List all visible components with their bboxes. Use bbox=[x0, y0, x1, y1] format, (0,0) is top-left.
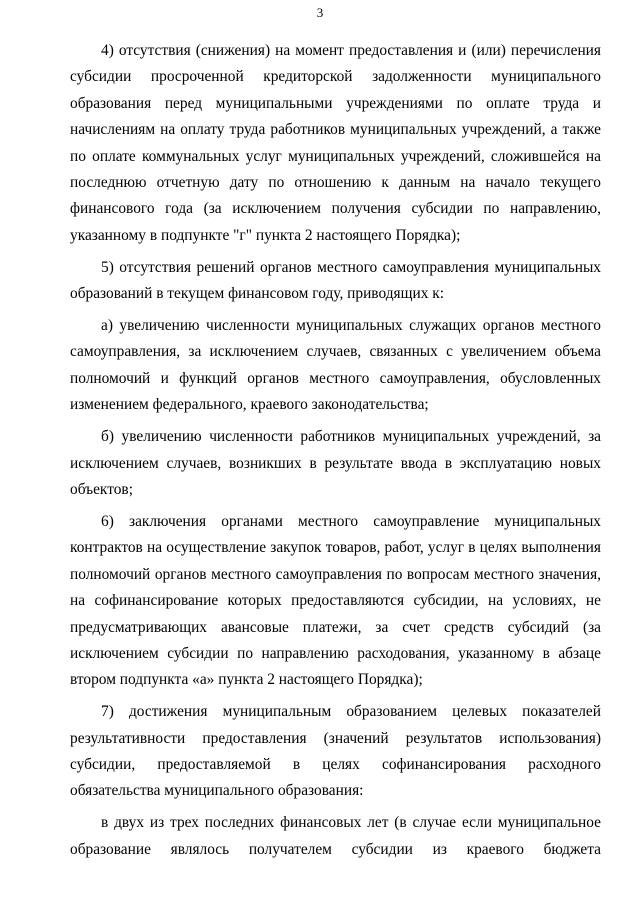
paragraph-continuation: в двух из трех последних финансовых лет (в случае если муниципальное образование являлось получателем субсидии из краевого бюджета bbox=[70, 814, 601, 858]
paragraph-item-4: 4) отсутствия (снижения) на момент предоставления и (или) перечисления субсидии просроченной кредиторской задолженности муниципального образования перед муниципальными учреждениями по оплате труда и начислениям на оплату труда работников муниципальных учреждений, а также по оплате коммунальных услуг муниципальных учреждений, сложившейся на последнюю отчетную дату по отношению к данным на начало текущего финансового года (за исключением получения субсидии по направлению, указанному в подпункте "г" пункта 2 настоящего Порядка); bbox=[70, 42, 601, 244]
paragraph-subitem-b: б) увеличению численности работников муниципальных учреждений, за исключением случаев, возникших в результате ввода в эксплуатацию новых объектов; bbox=[70, 428, 601, 498]
paragraph-item-7: 7) достижения муниципальным образованием целевых показателей результативности предоставления (значений результатов использования) субсидии, предоставляемой в целях софинансирования расходного обязательства муниципального образования: bbox=[70, 703, 601, 800]
page-number: 3 bbox=[316, 5, 324, 20]
document-body bbox=[70, 38, 601, 869]
paragraph-subitem-a: а) увеличению численности муниципальных служащих органов местного самоуправления, за исключением случаев, связанных с увеличением объема полномочий и функций органов местного самоуправления, обусловленных изменением федерального, краевого законодательства; bbox=[70, 317, 601, 414]
paragraph-item-6: 6) заключения органами местного самоуправление муниципальных контрактов на осуществление закупок товаров, работ, услуг в целях выполнения полномочий органов местного самоуправления по вопросам местного значения, на софинансирование которых предоставляются субсидии, на условиях, не предусматривающих авансовые платежи, за счет средств субсидий (за исключением субсидии по направлению расходования, указанному в абзаце втором подпункта «а» пункта 2 настоящего Порядка); bbox=[70, 512, 601, 689]
paragraph-item-5: 5) отсутствия решений органов местного самоуправления муниципальных образований в текущем финансовом году, приводящих к: bbox=[70, 258, 601, 303]
